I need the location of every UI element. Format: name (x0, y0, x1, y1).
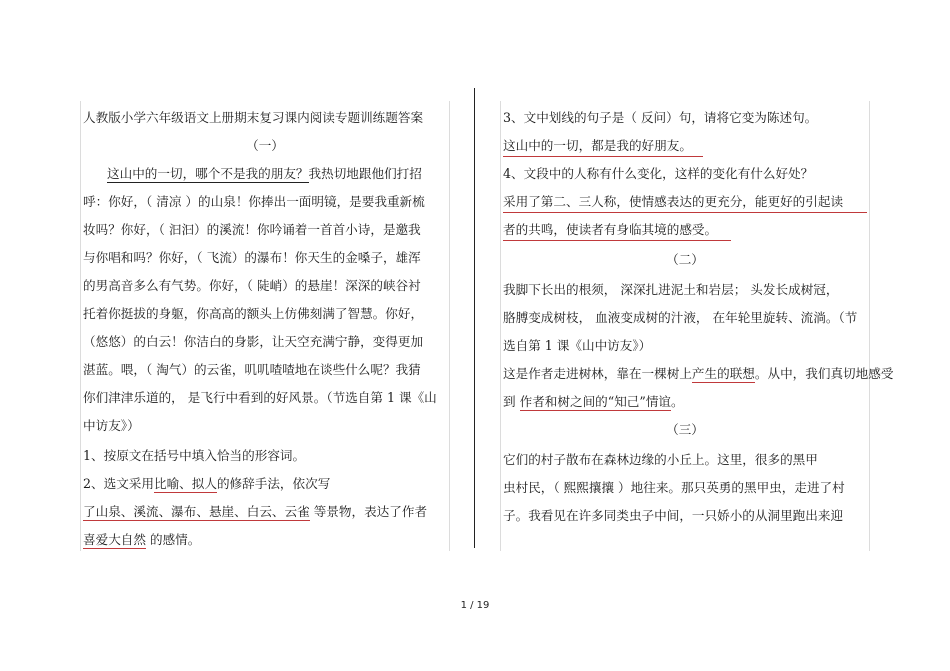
passage-text: 我热切地跟他们打招 (308, 166, 422, 181)
passage-line: 的男高音多么有气势。你好，（ 陡峭）的悬崖！深深的峡谷衬 (83, 278, 421, 293)
passage-line: 胳膊变成树枝， 血液变成树的汁液， 在年轮里旋转、流淌。（节 (503, 310, 858, 325)
answer-text: 喜爱大自然 (83, 532, 146, 547)
left-column (80, 101, 450, 551)
section-heading-2: （二） (666, 252, 704, 267)
passage-text: 到 (503, 394, 520, 409)
answer-text: 联想 (729, 366, 755, 381)
question-3: 3、文中划线的句子是（ 反问）句，请将它变为陈述句。 (503, 110, 818, 125)
answer-underline (503, 240, 731, 241)
passage-line: 与你唱和吗？你好，（ 飞流）的瀑布！你天生的金嗓子，雄浑 (83, 250, 421, 265)
passage-line: 呼：你好，（ 清凉 ）的山泉！你捧出一面明镜，是要我重新梳 (83, 194, 425, 209)
passage-text: 这是作者走进树林，靠在一棵树上 (503, 366, 692, 381)
question-text: 的修辞手法，依次写 (216, 476, 331, 491)
passage-line: 我脚下长出的根须， 深深扎进泥土和岩层； 头发长成树冠， (503, 282, 839, 297)
section-heading-3: （三） (666, 422, 704, 437)
question-text: 的感情。 (145, 532, 201, 547)
answer-text: 这山中的一切，都是我的好朋友。 (503, 138, 692, 153)
passage-text: 。从中，我们真切地感受 (754, 366, 894, 381)
passage-line: 湛蓝。喂，（ 淘气）的云雀，叽叽喳喳地在谈些什么呢？我猜 (83, 362, 421, 377)
answer-underline (503, 156, 703, 157)
question-1: 1、按原文在括号中填入恰当的形容词。 (83, 448, 306, 463)
passage-line: （悠悠）的白云！你洁白的身影，让天空充满宁静，变得更加 (83, 334, 424, 349)
passage-line: 子。我看见在许多同类虫子中间，一只娇小的从洞里跑出来迎 (503, 508, 844, 523)
answer-3 (503, 137, 692, 155)
passage-line: 选自第 1 课《山中访友》） (503, 338, 652, 353)
passage-line (503, 393, 684, 411)
answer-4-line2: 者的共鸣，使读者有身临其境的感受。 (503, 222, 718, 237)
underlined-sentence: 这山中的一切，哪个不是我的朋友？ (107, 166, 309, 181)
passage-line: 你们津津乐道的， 是飞行中看到的好风景。（节选自第 1 课《山 (83, 390, 437, 405)
passage-line: 托着你挺拔的身躯，你高高的额头上仿佛刻满了智慧。你好， (83, 306, 424, 321)
question-text: 等景物，表达了作者 (309, 504, 428, 519)
document-title: 人教版小学六年级语文上册期末复习课内阅读专题训练题答案 (83, 110, 424, 125)
page-number: 1 / 19 (460, 600, 490, 611)
question-2 (83, 475, 330, 493)
answer-text: 作者和树之间的“知己”情谊 (519, 394, 672, 409)
question-2-line3 (83, 531, 200, 549)
answer-text: 了山泉、溪流、瀑布、悬崖、白云、云雀 (83, 504, 310, 519)
passage-text: 。 (671, 394, 684, 409)
question-text: 2、选文采用 (83, 476, 154, 491)
answer-underline (503, 212, 867, 213)
section-heading-1: （一） (246, 138, 284, 153)
passage-line: 虫村民，（ 熙熙攘攘 ）地往来。那只英勇的黑甲虫，走进了村 (503, 480, 845, 495)
question-2-line2 (83, 503, 427, 521)
question-4: 4、文段中的人称有什么变化，这样的变化有什么好处？ (503, 166, 814, 181)
passage-line: 它们的村子散布在森林边缘的小丘上。这里，很多的黑甲 (503, 452, 818, 467)
answer-4-line1: 采用了第二、三人称，使情感表达的更充分，能更好的引起读 (503, 194, 844, 209)
passage-line (107, 165, 422, 183)
passage-line: 妆吗？你好，（ 汩汩）的溪流！你吟诵着一首首小诗，是邀我 (83, 222, 421, 237)
answer-text: 比喻、拟人 (153, 476, 217, 491)
passage-line: 中访友》） (83, 418, 140, 433)
passage-line (503, 365, 893, 383)
right-column (500, 101, 894, 551)
answer-text: 产生的 (691, 366, 730, 381)
column-divider (474, 88, 475, 548)
